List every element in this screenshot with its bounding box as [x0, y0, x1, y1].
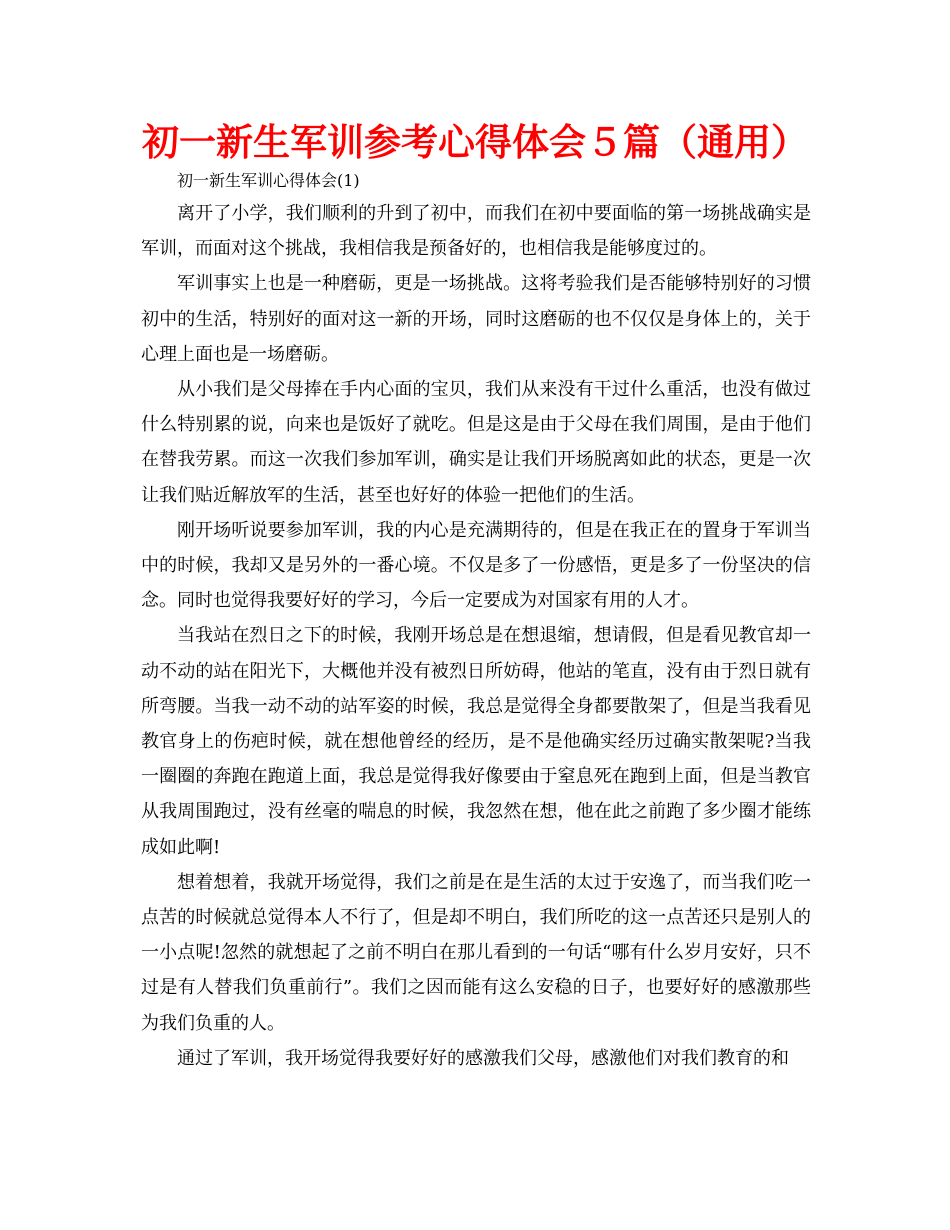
paragraph: 军训事实上也是一种磨砺，更是一场挑战。这将考验我们是否能够特别好的习惯初中的生活，特别好的面对这一新的开场，同时这磨砺的也不仅仅是身体上的，关于心理上面也是一场磨砺。	[141, 273, 811, 365]
paragraph: 从小我们是父母捧在手内心面的宝贝，我们从来没有干过什么重活，也没有做过什么特别累的说，向来也是饭好了就吃。但是这是由于父母在我们周围，是由于他们在替我劳累。而这一次我们参加军训，确实是让我们开场脱离如此的状态，更是一次让我们贴近解放军的生活，甚至也好好的体验一把他们的生活。	[141, 379, 811, 506]
section-subtitle: 初一新生军训心得体会(1)	[177, 171, 360, 190]
document-title: 初一新生军训参考心得体会５篇（通用）	[142, 121, 808, 164]
paragraph: 想着想着，我就开场觉得，我们之前是在是生活的太过于安逸了，而当我们吃一点苦的时候就总觉得本人不行了，但是却不明白，我们所吃的这一点苦还只是别人的一小点呢!忽然的就想起了之前不明白在那儿看到的一句话“哪有什么岁月安好，只不过是有人替我们负重前行”。我们之因而能有这么安稳的日子，也要好好的感激那些为我们负重的人。	[141, 871, 811, 1034]
paragraph: 刚开场听说要参加军训，我的内心是充满期待的，但是在我正在的置身于军训当中的时候，我却又是另外的一番心境。不仅是多了一份感悟，更是多了一份坚决的信念。同时也觉得我要好好的学习，今后一定要成为对国家有用的人才。	[141, 519, 811, 612]
paragraph: 离开了小学，我们顺利的升到了初中，而我们在初中要面临的第一场挑战确实是军训，而面对这个挑战，我相信我是预备好的，也相信我是能够度过的。	[141, 203, 811, 260]
document-body	[141, 166, 811, 1076]
paragraph: 当我站在烈日之下的时候，我刚开场总是在想退缩，想请假，但是看见教官却一动不动的站在阳光下，大概他并没有被烈日所妨碍，他站的笔直，没有由于烈日就有所弯腰。当我一动不动的站军姿的时候，我总是觉得全身都要散架了，但是当我看见教官身上的伤疤时候，就在想他曾经的经历，是不是他确实经历过确实散架呢?当我一圈圈的奔跑在跑道上面，我总是觉得我好像要由于窒息死在跑到上面，但是当教官从我周围跑过，没有丝毫的喘息的时候，我忽然在想，他在此之前跑了多少圈才能练成如此啊!	[141, 625, 811, 858]
paragraph: 通过了军训，我开场觉得我要好好的感激我们父母，感激他们对我们教育的和	[177, 1047, 789, 1069]
